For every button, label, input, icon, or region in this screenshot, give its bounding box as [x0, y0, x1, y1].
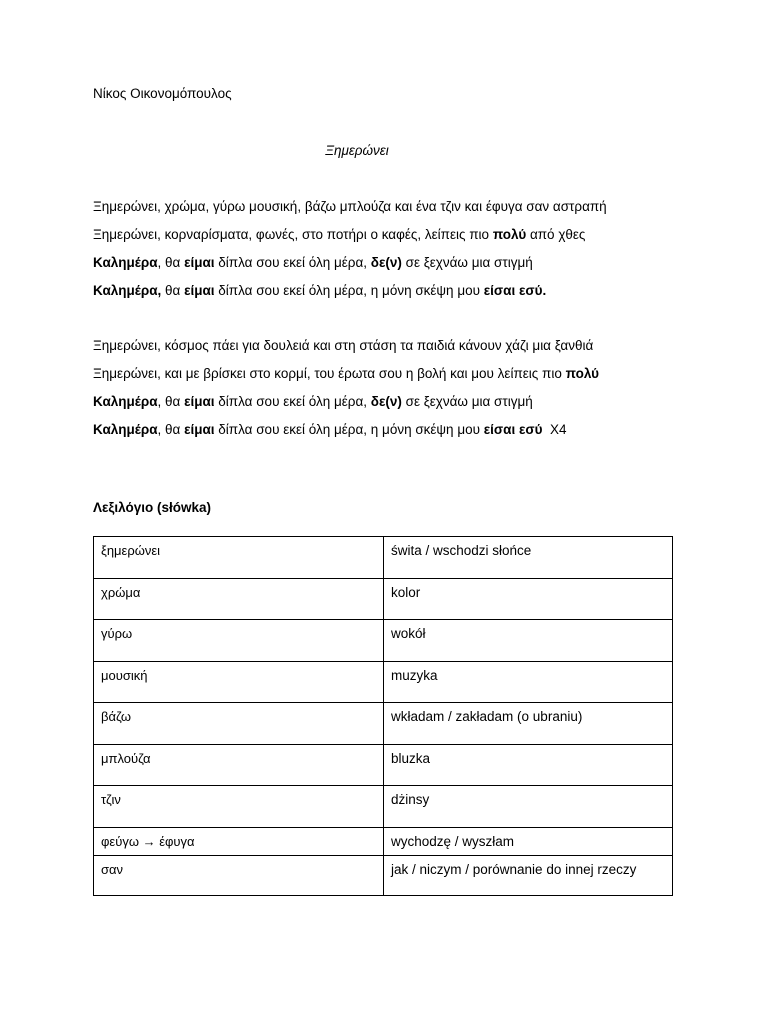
lyric-segment: σε ξεχνάω μια στιγμή: [401, 394, 533, 409]
polish-translation-cell: kolor: [384, 578, 673, 620]
lyric-segment-bold: Καλημέρα,: [93, 283, 162, 298]
greek-word-cell: μπλούζα: [94, 744, 384, 786]
lyric-segment-bold: Καλημέρα: [93, 394, 158, 409]
polish-translation-cell: jak / niczym / porównanie do innej rzeczy: [384, 855, 673, 895]
song-title: Ξημερώνει: [325, 143, 389, 158]
lyric-line: [93, 422, 566, 437]
lyric-segment-bold: είμαι: [184, 394, 215, 409]
polish-translation-cell: wkładam / zakładam (o ubraniu): [384, 703, 673, 745]
lyric-segment: δίπλα σου εκεί όλη μέρα,: [214, 255, 371, 270]
polish-translation-cell: świta / wschodzi słońce: [384, 537, 673, 579]
table-row: [94, 827, 673, 855]
table-row: [94, 855, 673, 895]
table-row: [94, 786, 673, 828]
lyric-segment: Ξημερώνει, κόσμος πάει για δουλειά και στη στάση τα παιδιά κάνουν χάζι μια ξανθιά: [93, 338, 594, 353]
table-row: [94, 537, 673, 579]
lyric-segment: , θα: [157, 422, 185, 437]
table-row: [94, 661, 673, 703]
polish-translation-cell: wokół: [384, 620, 673, 662]
lyric-segment: Ξημερώνει, και με βρίσκει στο κορμί, του έρωτα σου η βολή και μου λείπεις πιο: [93, 366, 566, 381]
lyric-segment-bold: πολύ: [565, 366, 599, 381]
lyric-line: [93, 283, 546, 298]
greek-word-cell: χρώμα: [94, 578, 384, 620]
lyric-line: [93, 394, 533, 409]
lyric-segment: X4: [542, 422, 567, 437]
lyric-line: [93, 366, 599, 381]
lyric-segment-bold: είμαι: [184, 255, 215, 270]
lyric-segment: σε ξεχνάω μια στιγμή: [401, 255, 533, 270]
lyric-segment: θα: [161, 283, 185, 298]
lyric-segment-bold: Καλημέρα: [93, 255, 158, 270]
greek-word-cell: βάζω: [94, 703, 384, 745]
lyric-segment: , θα: [157, 394, 185, 409]
lyric-segment: από χθες: [526, 227, 586, 242]
vocabulary-heading: Λεξιλόγιο (słówka): [93, 500, 212, 515]
lyric-line: [93, 199, 607, 214]
lyric-segment-bold: Καλημέρα: [93, 422, 158, 437]
lyric-segment: δίπλα σου εκεί όλη μέρα,: [214, 394, 371, 409]
lyric-segment-bold: πολύ: [492, 227, 527, 242]
lyric-segment-bold: δε(ν): [370, 394, 402, 409]
lyric-line: [93, 338, 593, 353]
polish-translation-cell: dżinsy: [384, 786, 673, 828]
lyric-line: [93, 255, 533, 270]
greek-word-cell: μουσική: [94, 661, 384, 703]
table-row: [94, 703, 673, 745]
table-row: [94, 578, 673, 620]
lyric-segment-bold: είσαι εσύ.: [483, 283, 547, 298]
polish-translation-cell: muzyka: [384, 661, 673, 703]
author-name: Νίκος Οικονομόπουλος: [93, 86, 232, 101]
polish-translation-cell: wychodzę / wyszłam: [384, 827, 673, 855]
greek-word-cell: γύρω: [94, 620, 384, 662]
lyric-segment-bold: δε(ν): [370, 255, 402, 270]
lyric-segment: , θα: [157, 255, 185, 270]
lyric-segment-bold: είμαι: [184, 283, 215, 298]
lyric-segment: Ξημερώνει, κορναρίσματα, φωνές, στο ποτήρι ο καφές, λείπεις πιο: [93, 227, 493, 242]
lyric-segment: δίπλα σου εκεί όλη μέρα, η μόνη σκέψη μου: [214, 422, 484, 437]
lyric-segment-bold: είμαι: [184, 422, 215, 437]
lyric-line: [93, 227, 585, 242]
greek-word-cell: τζιν: [94, 786, 384, 828]
table-row: [94, 744, 673, 786]
lyric-segment-bold: είσαι εσύ: [483, 422, 543, 437]
vocabulary-table: [93, 536, 673, 896]
lyric-segment: δίπλα σου εκεί όλη μέρα, η μόνη σκέψη μου: [214, 283, 484, 298]
greek-word-cell: φεύγω → έφυγα: [94, 827, 384, 855]
greek-word-cell: σαν: [94, 855, 384, 895]
table-row: [94, 620, 673, 662]
lyric-segment: Ξημερώνει, χρώμα, γύρω μουσική, βάζω μπλούζα και ένα τζιν και έφυγα σαν αστραπή: [93, 199, 607, 214]
greek-word-cell: ξημερώνει: [94, 537, 384, 579]
polish-translation-cell: bluzka: [384, 744, 673, 786]
